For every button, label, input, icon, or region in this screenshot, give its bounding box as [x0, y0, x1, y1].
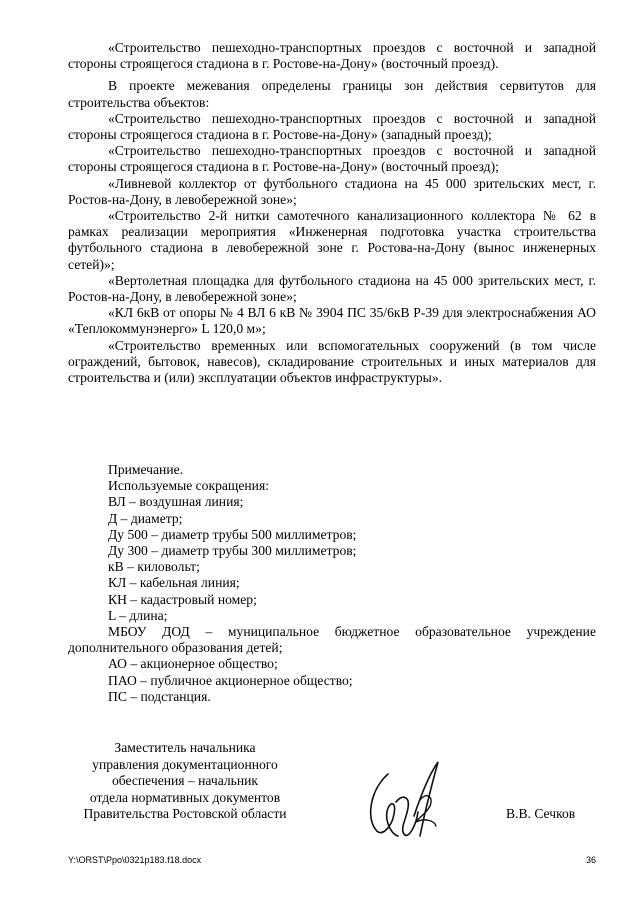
paragraph: «Строительство пешеходно-транспортных проездов с восточной и западной стороны строящегося стадиона в г. Ростове-на-Дону» (восточный проезд). [68, 40, 596, 72]
abbreviation-item: АО – акционерное общество; [108, 656, 278, 672]
abbreviation-item: МБОУ ДОД – муниципальное бюджетное образовательное учреждение дополнительного образования детей; [68, 624, 596, 656]
file-path: Y:\ORST\Ppo\0321p183.f18.docx [68, 855, 202, 865]
abbreviation-item: кВ – киловольт; [108, 559, 200, 575]
abbreviation-item: КЛ – кабельная линия; [108, 575, 240, 591]
paragraph: «КЛ 6кВ от опоры № 4 ВЛ 6 кВ № 3904 ПС 35/6кВ Р-39 для электроснабжения АО «Теплокоммунэнерго» L 120,0 м»; [68, 305, 596, 337]
position-line: управления документационного [92, 756, 278, 772]
abbreviation-item: ВЛ – воздушная линия; [108, 494, 244, 510]
abbreviation-item: Д – диаметр; [108, 510, 183, 526]
position-line: отдела нормативных документов [89, 789, 281, 805]
abbreviation-item: L – длина; [108, 607, 168, 623]
paragraph: «Ливневой коллектор от футбольного стадиона на 45 000 зрительских мест, г. Ростов-на-Дону, в левобережной зоне»; [68, 175, 596, 207]
paragraph: «Строительство временных или вспомогательных сооружений (в том числе ограждений, бытовок, навесов), складирование строительных и иных материалов для строительства и (или) эксплуатации объектов инфраструктуры». [68, 337, 596, 386]
handwritten-signature [358, 756, 448, 846]
signatory-name: В.В. Сечков [506, 806, 576, 821]
notes-intro: Используемые сокращения: [108, 478, 269, 494]
position-line: обеспечения – начальник [111, 773, 259, 789]
page-number: 36 [585, 855, 596, 865]
objects-list [68, 40, 596, 386]
paragraph: «Строительство 2-й нитки самотечного канализационного коллектора № 62 в рамках реализации мероприятия «Инженерная подготовка участка строительства футбольного стадиона в левобережной зоне г. Ростова-на-Дону (вынос инженерных сетей)»; [68, 208, 596, 272]
abbreviation-item: КН – кадастровый номер; [108, 591, 257, 607]
position-line: Заместитель начальника [114, 740, 256, 755]
notes-section [68, 462, 596, 705]
notes-heading: Примечание. [108, 462, 184, 477]
abbreviation-item: Ду 300 – диаметр трубы 300 миллиметров; [108, 543, 357, 559]
paragraph: «Вертолетная площадка для футбольного стадиона на 45 000 зрительских мест, г. Ростов-на-Дону, в левобережной зоне»; [68, 272, 596, 305]
abbreviation-item: ПС – подстанция. [108, 688, 211, 704]
abbreviation-item: ПАО – публичное акционерное общество; [108, 672, 353, 688]
position-line: Правительства Ростовской области [83, 806, 287, 822]
signatory-position [60, 740, 310, 823]
paragraph: «Строительство пешеходно-транспортных проездов с восточной и западной стороны строящегося стадиона в г. Ростове-на-Дону» (западный проезд); [68, 110, 596, 143]
abbreviation-item: Ду 500 – диаметр трубы 500 миллиметров; [108, 526, 357, 542]
paragraph: «Строительство пешеходно-транспортных проездов с восточной и западной стороны строящегося стадиона в г. Ростове-на-Дону» (восточный проезд); [68, 143, 596, 175]
paragraph: В проекте межевания определены границы зон действия сервитутов для строительства объектов: [68, 78, 596, 110]
